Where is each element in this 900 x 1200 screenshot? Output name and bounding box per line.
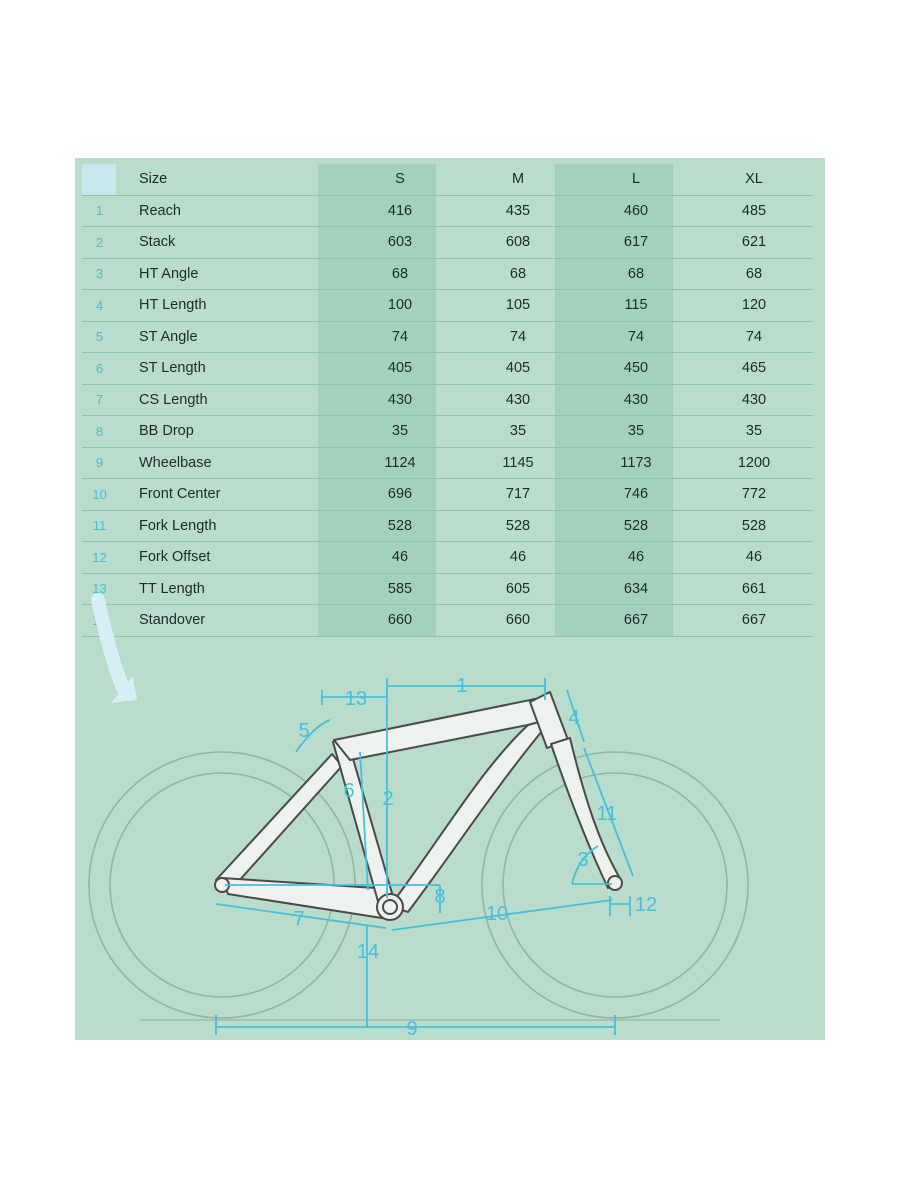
value-cell-s: 405 bbox=[341, 353, 459, 385]
row-label: CS Length bbox=[117, 384, 341, 416]
row-label: Front Center bbox=[117, 479, 341, 511]
value-cell-xl: 120 bbox=[695, 290, 813, 322]
pointer-arrow bbox=[98, 600, 137, 703]
row-number: 1 bbox=[82, 195, 117, 227]
row-label: HT Angle bbox=[117, 258, 341, 290]
value-cell-m: 608 bbox=[459, 227, 577, 259]
value-cell-l: 74 bbox=[577, 321, 695, 353]
row-number: 11 bbox=[82, 510, 117, 542]
ht-length-label: 4 bbox=[568, 707, 580, 729]
value-cell-m: 660 bbox=[459, 605, 577, 637]
value-cell-s: 528 bbox=[341, 510, 459, 542]
value-cell-xl: 35 bbox=[695, 416, 813, 448]
value-cell-xl: 430 bbox=[695, 384, 813, 416]
row-label: Standover bbox=[117, 605, 341, 637]
value-cell-s: 696 bbox=[341, 479, 459, 511]
value-cell-s: 660 bbox=[341, 605, 459, 637]
row-label: Wheelbase bbox=[117, 447, 341, 479]
value-cell-m: 74 bbox=[459, 321, 577, 353]
row-number: 3 bbox=[82, 258, 117, 290]
st-length-label: 6 bbox=[343, 780, 355, 802]
row-label: ST Angle bbox=[117, 321, 341, 353]
row-number: 4 bbox=[82, 290, 117, 322]
standover-label: 14 bbox=[356, 941, 380, 963]
row-number: 12 bbox=[82, 542, 117, 574]
wheelbase-label: 9 bbox=[406, 1018, 418, 1040]
value-cell-s: 46 bbox=[341, 542, 459, 574]
row-number: 13 bbox=[82, 573, 117, 605]
value-cell-m: 605 bbox=[459, 573, 577, 605]
value-cell-xl: 485 bbox=[695, 195, 813, 227]
row-number: 8 bbox=[82, 416, 117, 448]
value-cell-xl: 68 bbox=[695, 258, 813, 290]
value-cell-xl: 1200 bbox=[695, 447, 813, 479]
value-cell-l: 68 bbox=[577, 258, 695, 290]
row-label: HT Length bbox=[117, 290, 341, 322]
row-number: 5 bbox=[82, 321, 117, 353]
value-cell-s: 416 bbox=[341, 195, 459, 227]
value-cell-xl: 772 bbox=[695, 479, 813, 511]
value-cell-l: 746 bbox=[577, 479, 695, 511]
size-m-header: M bbox=[459, 164, 577, 195]
row-label: Reach bbox=[117, 195, 341, 227]
value-cell-l: 617 bbox=[577, 227, 695, 259]
value-cell-s: 100 bbox=[341, 290, 459, 322]
value-cell-s: 1124 bbox=[341, 447, 459, 479]
value-cell-xl: 661 bbox=[695, 573, 813, 605]
value-cell-m: 68 bbox=[459, 258, 577, 290]
fork-length-label: 11 bbox=[596, 803, 618, 825]
value-cell-l: 46 bbox=[577, 542, 695, 574]
value-cell-s: 585 bbox=[341, 573, 459, 605]
value-cell-s: 603 bbox=[341, 227, 459, 259]
size-l-header: L bbox=[577, 164, 695, 195]
row-label: Fork Offset bbox=[117, 542, 341, 574]
value-cell-l: 450 bbox=[577, 353, 695, 385]
value-cell-l: 430 bbox=[577, 384, 695, 416]
cs-length-label: 7 bbox=[293, 908, 305, 930]
value-cell-l: 528 bbox=[577, 510, 695, 542]
row-label: ST Length bbox=[117, 353, 341, 385]
value-cell-m: 35 bbox=[459, 416, 577, 448]
value-cell-m: 528 bbox=[459, 510, 577, 542]
value-cell-l: 1173 bbox=[577, 447, 695, 479]
value-cell-l: 667 bbox=[577, 605, 695, 637]
value-cell-l: 115 bbox=[577, 290, 695, 322]
row-number: 2 bbox=[82, 227, 117, 259]
value-cell-xl: 465 bbox=[695, 353, 813, 385]
size-header: Size bbox=[117, 164, 341, 195]
size-s-header: S bbox=[341, 164, 459, 195]
value-cell-xl: 667 bbox=[695, 605, 813, 637]
ht-angle-label: 3 bbox=[577, 849, 589, 871]
fork-offset-label: 12 bbox=[634, 894, 658, 916]
stack-label: 2 bbox=[382, 788, 394, 810]
value-cell-s: 68 bbox=[341, 258, 459, 290]
bb-drop-label: 8 bbox=[434, 886, 446, 908]
value-cell-m: 46 bbox=[459, 542, 577, 574]
value-cell-xl: 46 bbox=[695, 542, 813, 574]
front-center-label: 10 bbox=[485, 903, 509, 925]
row-label: TT Length bbox=[117, 573, 341, 605]
st-angle-label: 5 bbox=[298, 720, 310, 742]
row-number: 10 bbox=[82, 479, 117, 511]
row-number: 7 bbox=[82, 384, 117, 416]
row-number: 14 bbox=[82, 605, 117, 637]
value-cell-l: 460 bbox=[577, 195, 695, 227]
row-label: BB Drop bbox=[117, 416, 341, 448]
value-cell-m: 405 bbox=[459, 353, 577, 385]
value-cell-xl: 74 bbox=[695, 321, 813, 353]
value-cell-xl: 621 bbox=[695, 227, 813, 259]
value-cell-s: 35 bbox=[341, 416, 459, 448]
value-cell-s: 430 bbox=[341, 384, 459, 416]
value-cell-l: 634 bbox=[577, 573, 695, 605]
row-label: Fork Length bbox=[117, 510, 341, 542]
value-cell-m: 1145 bbox=[459, 447, 577, 479]
value-cell-m: 105 bbox=[459, 290, 577, 322]
reach-label: 1 bbox=[456, 675, 468, 697]
row-number: 9 bbox=[82, 447, 117, 479]
tt-length-label: 13 bbox=[344, 688, 368, 710]
size-xl-header: XL bbox=[695, 164, 813, 195]
value-cell-xl: 528 bbox=[695, 510, 813, 542]
value-cell-l: 35 bbox=[577, 416, 695, 448]
value-cell-m: 435 bbox=[459, 195, 577, 227]
row-label: Stack bbox=[117, 227, 341, 259]
value-cell-m: 430 bbox=[459, 384, 577, 416]
row-number: 6 bbox=[82, 353, 117, 385]
value-cell-s: 74 bbox=[341, 321, 459, 353]
value-cell-m: 717 bbox=[459, 479, 577, 511]
